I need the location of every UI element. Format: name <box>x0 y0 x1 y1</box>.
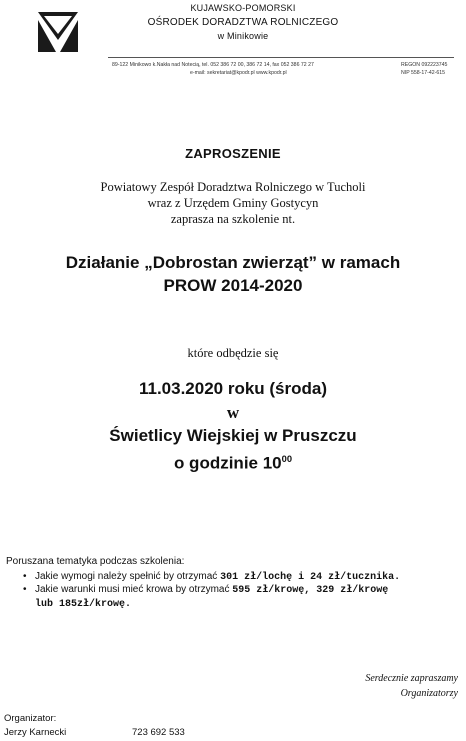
partner-line: wraz z Urzędem Gminy Gostycyn <box>147 196 319 210</box>
topic-item: • Jakie wymogi należy spełnić by otrzymać 301 zł/lochę i 24 zł/tucznika. <box>35 571 461 585</box>
invitation-title: ZAPROSZENIE <box>185 146 281 161</box>
header-contact: e-mail: sekretariat@kpodr.pl www.kpodr.pl <box>190 70 287 76</box>
topics-heading: Poruszana tematyka podczas szkolenia: <box>6 556 185 567</box>
header-address: 89-122 Minikowo k.Nakła nad Notecią, tel. 052 386 72 00, 386 72 14, fax 052 386 72 27 <box>112 62 314 68</box>
header-divider <box>108 57 454 58</box>
event-time <box>0 449 466 474</box>
footer-phone: 723 692 533 <box>132 727 185 738</box>
topics-section <box>6 556 461 611</box>
topics-list <box>6 571 461 612</box>
topic-amount: 301 zł/lochę i 24 zł/tucznika. <box>220 571 401 583</box>
invite-line: zaprasza na szkolenie nt. <box>170 212 296 226</box>
closing-greeting: Serdecznie zapraszamy <box>365 673 458 684</box>
topic-amount: lub 185zł/krowę. <box>35 598 132 610</box>
topic-amount: 595 zł/krowę, 329 zł/krowę <box>232 585 389 596</box>
event-time-hour: o godzinie 10 <box>173 453 282 473</box>
org-name-line1: KUJAWSKO-POMORSKI <box>190 3 296 13</box>
closing-signature: Organizatorzy <box>400 688 458 699</box>
org-name-line3: w Minikowie <box>217 31 269 41</box>
header-regon: REGON 092223745 <box>401 62 448 68</box>
event-date: 11.03.2020 roku (środa) <box>138 379 328 398</box>
training-topic-line1: Działanie „Dobrostan zwierząt” w ramach <box>65 253 401 272</box>
event-in: w <box>226 403 240 422</box>
header-nip: NIP 558-17-42-615 <box>401 70 446 76</box>
event-intro: które odbędzie się <box>187 346 279 360</box>
training-topic-line2: PROW 2014-2020 <box>163 276 303 295</box>
kpodr-logo <box>38 12 78 52</box>
footer-organizer-name: Jerzy Karnecki <box>4 727 67 738</box>
event-time-minutes: 00 <box>281 454 293 464</box>
footer-organizer-label: Organizator: <box>4 713 57 724</box>
org-name-line2: OŚRODEK DORADZTWA ROLNICZEGO <box>147 17 339 28</box>
topic-item: • Jakie warunki musi mieć krowa by otrzymać 595 zł/krowę, 329 zł/krowę lub 185zł/krowę. <box>35 584 461 611</box>
organizer-line: Powiatowy Zespół Doradztwa Rolniczego w Tucholi <box>100 180 366 194</box>
event-place: Świetlicy Wiejskiej w Pruszczu <box>109 426 357 445</box>
